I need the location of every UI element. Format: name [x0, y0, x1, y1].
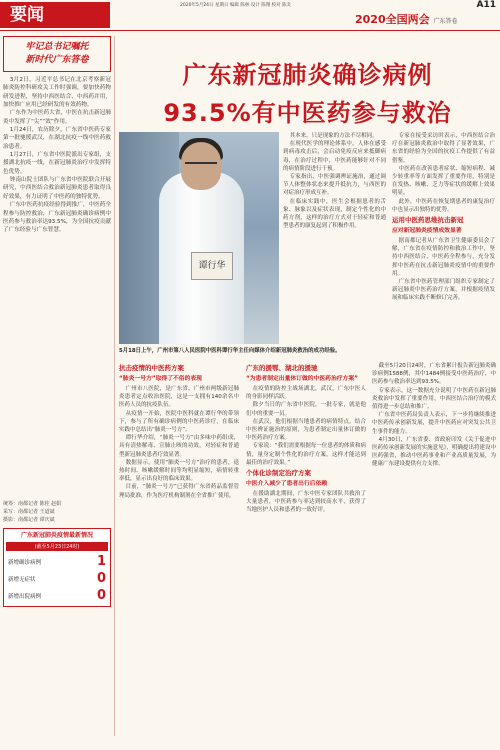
name-tag: 谭行华 [191, 252, 233, 280]
paragraph: 广州市八医院，是广东省、广州市两级新冠肺炎患者定点收治医院，这是一支拥有140余名中医药人员的抗疫队伍。 [119, 386, 239, 409]
article-column-2 [246, 362, 366, 742]
sidebar-paragraph: 广东作为中医药大省，中医在抗击新冠肺炎中发挥了“尖”“效”作用。 [3, 110, 111, 125]
paragraph: 在疫情的防控主战场湖北，武汉，广东中医人的身影同样活跃。 [246, 386, 366, 401]
epidemic-stats-box [3, 528, 111, 607]
paragraph: 此外，中医药在恢复期患者的康复治疗中也显示出独特的优势。 [392, 198, 495, 213]
stat-label: 新增出院病例 [8, 593, 42, 600]
column-logo [355, 11, 457, 27]
sidebar-title-box [3, 36, 111, 72]
stat-row [6, 587, 108, 604]
page-header [0, 0, 500, 30]
paragraph: 广东省中医药管理部门组织专家制定了新冠肺炎中医药治疗方案，并根据疫情发展和临床实践不断修订完善。 [392, 279, 495, 302]
paragraph: 广东省中医药局负责人表示，下一步将继续推进中医药传承创新发展，提升中医药应对突发公共卫生事件的能力。 [372, 412, 496, 435]
paragraph: 在现代医学的理论体系中，人体在感受到病毒攻击后，会启动免疫反应来抵御病毒，在治疗过程中，中医药能够针对不同的病情阶段进行干预。 [283, 141, 386, 172]
paragraph: 专家表示，这一数据充分说明了中医药在新冠肺炎救治中发挥了重要作用，中西医结合治疗的模式值得进一步总结和推广。 [372, 387, 496, 411]
headline-line-1: 广东新冠肺炎确诊病例 [182, 61, 433, 89]
paragraph: 4月30日，广东省委、省政府印发《关于促进中医药传承创新发展的实施意见》，明确提出将建设中医药强省，推动中医药事业和产业高质量发展，为健康广东建设提供有力支撑。 [372, 436, 496, 468]
section-subheading: “肺炎一号方”取得了不俗的表现 [119, 376, 202, 382]
page-number: A11 [476, 0, 496, 10]
header-divider [0, 30, 500, 31]
stat-row [6, 570, 108, 587]
subheading: 运用中医药思维抗击新冠 [392, 216, 464, 225]
sidebar-title-line-1: 牢记总书记嘱托 [25, 42, 89, 52]
section-subheading: “为患者制定出量体订做的中医药治疗方案” [246, 376, 358, 382]
credits [3, 500, 111, 524]
headline-line-2: 93.5%有中医药参与救治 [163, 99, 452, 127]
issue-meta: 2020年5月24日 星期日 编辑 陈林 设计 陈翔 校对 陈炎 [180, 3, 292, 8]
sidebar-paragraph: 钟南山院士团队与广东省中医院联合开展研究，中西医结合救治新冠肺炎患者取得良好效果，有力证明了中医药的独特优势。 [3, 177, 111, 200]
article-column-1 [119, 362, 239, 742]
paragraph: 从疫情一开始，医院中医科就在谭行华的带领下，参与了所有确诊病例的中医药诊疗，在临床实践中总结出“肺炎一号方”。 [119, 410, 239, 434]
paragraph: 目前，“肺炎一号方”已获得广东省药品监督管理局批准，作为医疗机构制剂在全省推广使用。 [119, 484, 239, 499]
section-subheading: 中医介入减少了患者出行后依赖 [246, 481, 328, 488]
subheading-secondary: 应对新冠肺炎疫情成效显著 [392, 228, 462, 235]
photo-caption: 5月18日上午，广州市第八人民医院中医科谭行华主任向媒体介绍新冠肺炎救治的成功经验。 [119, 348, 341, 354]
article-column-3 [372, 362, 496, 742]
stat-label: 新增无症状 [8, 576, 36, 583]
paragraph: 据南都记者从广东省卫生健康委员会了解，广东省在疫情防控和救治工作中，坚持中西医结合，中医药全程参与，充分发挥中医药在抗击新冠肺炎疫情中的重要作用。 [392, 238, 495, 277]
sidebar-paragraph: 3月2日，习近平总书记在北京考察新冠肺炎防控科研攻关工作时强调，要加快药物研发进程，坚持中西医结合、中西药并用，加快推广应用已经研发的有效药物。 [3, 77, 111, 109]
credit-line: 统筹：南都记者 陈桂 赵娟 [3, 501, 62, 507]
headline [120, 56, 495, 132]
paragraph: 截至5月20日24时，广东省累计报告新冠肺炎确诊病例1588例，其中1484例接受中医药治疗，中医药参与救治率达到93.5%。 [372, 363, 496, 386]
paragraph: 其本来，只是现象的方法不尽相同。 [289, 133, 378, 139]
paragraph: 在武汉，他们根据当地患者的病情特点，结合中医辨证施治的原则，为患者制定出量体订做的中医药治疗方案。 [246, 418, 366, 442]
paragraph: 除夕当日的广东省中医院，一批专家，就是他们中的重要一员。 [246, 402, 366, 417]
sidebar-paragraph: 1月24日，农历除夕，广东省中医药专家第一批驰援武汉，在湖北抗疫一线中医药救治患者。 [3, 127, 111, 150]
stats-date: (截至5月23日24时) [6, 542, 108, 551]
stat-row [6, 553, 108, 570]
paragraph: 专家在接受采访时表示，中西医结合治疗在新冠肺炎救治中取得了显著效果，广东省的经验为全国的抗疫工作提供了有益借鉴。 [392, 133, 495, 164]
sidebar-paragraph: 1月27日，广东省中医院派出专家组，支援湖北抗疫一线，在新冠肺炎治疗中发挥特色优势。 [3, 152, 111, 175]
paragraph: 谭行华介绍，“肺炎一号方”由多味中药组成，具有清热解毒、宣肺止咳的功效，对轻症和普通型新冠肺炎患者疗效显著。 [119, 435, 239, 458]
section-heading: 个体化诊制定治疗方案 [246, 469, 311, 478]
credit-line: 摄影：南都记者 谭庆斌 [3, 517, 55, 523]
paragraph: 专家指出，中医强调辨证施治，通过调节人体整体状态来提升抵抗力，与西医的对症治疗形成互补。 [283, 174, 386, 197]
paragraph: 专家说：“我们需要根据每一位患者的体质和病情，量身定制个性化的治疗方案，这样才能达到最佳的治疗效果。” [246, 443, 366, 466]
section-heading: 广东的援鄂、湖北的援驰 [246, 364, 318, 372]
sidebar-title-line-2: 新时代广东答卷 [25, 55, 89, 65]
stat-label: 新增确诊病例 [8, 559, 42, 566]
section-badge: 要闻 [0, 2, 110, 28]
sidebar-text [3, 76, 111, 496]
paragraph: 在援助湖北期间，广东中医专家团队共救治了大量患者，中医药参与率达到较高水平，获得了当地医护人员和患者的一致好评。 [246, 491, 366, 514]
column-name: 广东答卷 [433, 18, 458, 25]
stat-value: 0 [96, 571, 106, 586]
stat-value: 0 [96, 588, 106, 603]
sidebar [3, 36, 111, 607]
news-photo [119, 132, 279, 344]
sidebar-paragraph: 广东中医药抗疫经验得到推广，中医药全程参与防控救治，广东新冠肺炎确诊病例中医药参与救治率达93.5%，为全国抗疫贡献了广东经验与广东智慧。 [3, 202, 111, 234]
paragraph: 数据显示，使用“肺炎一号方”治疗的患者，退热时间、咳嗽缓解时间等均明显缩短，病情转重率低，显示出良好的临床效果。 [119, 459, 239, 483]
paragraph: 在临床实践中，医生会根据患者的舌象、脉象以及症状表现，制定个性化的中药方剂，这样的治疗方式对于轻症和普通型患者的康复起到了积极作用。 [283, 198, 386, 230]
column-divider [114, 36, 115, 736]
credit-line: 采写：南都记者 王道斌 [3, 509, 55, 515]
stat-value: 1 [96, 554, 106, 569]
section-heading: 抗击疫情的中医药方案 [119, 364, 184, 372]
lianghui-logo-text: 2020全国两会 [355, 13, 430, 26]
paragraph: 中医药在改善患者症状、缩短病程、减少转重率等方面发挥了重要作用，特别是在发热、咳嗽、乏力等症状的缓解上效果明显。 [392, 165, 495, 197]
stats-title: 广东新冠肺炎疫情最新情况 [20, 532, 93, 539]
